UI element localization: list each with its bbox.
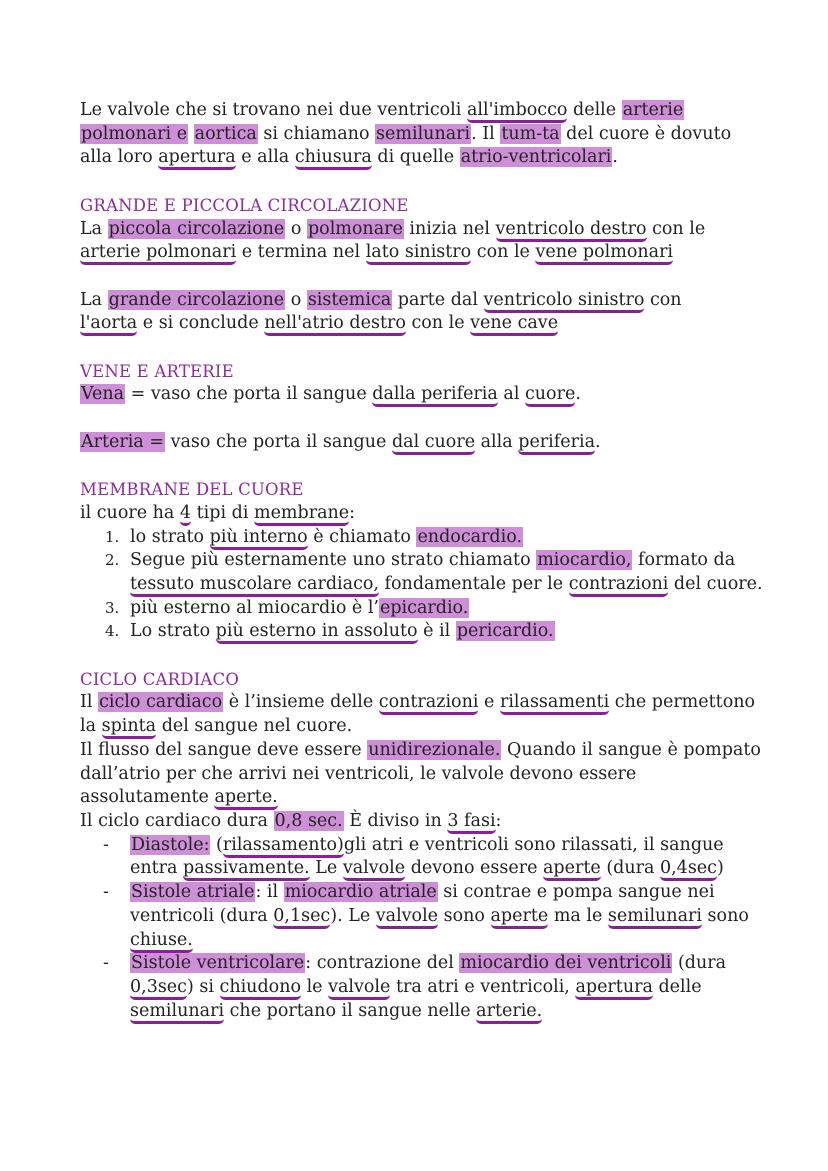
list-item: - Sistole atriale: il miocardio atriale si contrae e pompa sangue nei ventricoli (dura 0,1sec). Le valvole sono aperte ma le semilunari sono chiuse. bbox=[130, 881, 770, 952]
highlight: piccola circolazione bbox=[108, 218, 285, 239]
list-item: - Sistole ventricolare: contrazione del miocardio dei ventricoli (dura 0,3sec) si chiudono le valvole tra atri e ventricoli, apertura delle semilunari che portano il sangue nelle arterie. bbox=[130, 952, 770, 1023]
underline: chiudono bbox=[220, 977, 301, 1000]
ciclo-paragraph-2: Il flusso del sangue deve essere unidirezionale. Quando il sangue è pompato dall’atrio per che arrivi nei ventricoli, le valvole devono essere assolutamente aperte. bbox=[80, 739, 770, 810]
highlight: sistemica bbox=[307, 289, 392, 310]
underline: l'aorta bbox=[80, 313, 137, 336]
fasi-list bbox=[80, 834, 770, 1024]
underline: vene cave bbox=[470, 313, 558, 336]
underline: ventricolo destro bbox=[496, 219, 647, 242]
membrane-intro: il cuore ha 4 tipi di membrane: bbox=[80, 502, 770, 526]
underline: arterie polmonari bbox=[80, 242, 236, 265]
list-item: lo strato più interno è chiamato endocardio. bbox=[130, 526, 770, 550]
list-item: Lo strato più esterno in assoluto è il pericardio. bbox=[130, 620, 770, 644]
highlight: aortica bbox=[194, 123, 257, 144]
highlight: endocardio. bbox=[417, 526, 523, 547]
underline: 0,4sec bbox=[660, 858, 717, 881]
underline: valvole bbox=[376, 906, 438, 929]
underline: valvole bbox=[328, 977, 390, 1000]
highlight: grande circolazione bbox=[108, 289, 285, 310]
list-item: più esterno al miocardio è l’epicardio. bbox=[130, 597, 469, 618]
underline: semilunari bbox=[608, 906, 702, 929]
section-heading-vene: VENE E ARTERIE bbox=[80, 361, 234, 381]
highlight: 0,8 sec. bbox=[274, 811, 343, 831]
ciclo-paragraph-1: Il ciclo cardiaco è l’insieme delle contrazioni e rilassamenti che permettono la spinta del sangue nel cuore. bbox=[80, 691, 770, 738]
underline: all'imbocco bbox=[467, 100, 568, 123]
underline: aperte bbox=[491, 906, 549, 929]
underline: 3 fasi bbox=[447, 811, 495, 834]
valvole-paragraph bbox=[80, 99, 770, 170]
highlight: Arteria = bbox=[81, 431, 165, 452]
section-heading-membrane: MEMBRANE DEL CUORE bbox=[80, 480, 304, 500]
highlight: Vena bbox=[81, 384, 125, 405]
underline: valvole bbox=[343, 858, 405, 881]
highlight: miocardio atriale bbox=[284, 882, 437, 903]
highlight: polmonare bbox=[307, 218, 403, 239]
highlight: miocardio dei ventricoli bbox=[460, 953, 672, 974]
underline: dalla periferia bbox=[372, 384, 498, 407]
notes-body bbox=[80, 99, 770, 1023]
underline: 0,1sec bbox=[273, 906, 330, 929]
underline: chiusura bbox=[295, 147, 372, 170]
highlight: semilunari bbox=[376, 123, 471, 144]
highlight: Sistole atriale bbox=[131, 882, 255, 903]
underline: lato sinistro bbox=[366, 242, 472, 265]
underline: periferia bbox=[518, 432, 595, 455]
underline: dal cuore bbox=[392, 432, 475, 455]
ciclo-paragraph-3: Il ciclo cardiaco dura 0,8 sec. È diviso in 3 fasi: bbox=[80, 810, 770, 834]
vena-definition: Vena = vaso che porta il sangue dalla periferia al cuore. bbox=[80, 383, 770, 407]
highlight: arterie bbox=[622, 100, 684, 120]
underline: contrazioni bbox=[379, 692, 479, 715]
underline: aperte. bbox=[214, 787, 277, 810]
highlight: pericardio. bbox=[456, 621, 554, 642]
underline: passivamente. bbox=[183, 858, 310, 881]
highlight: Sistole ventricolare bbox=[131, 953, 305, 974]
underline: chiuse. bbox=[130, 930, 193, 953]
underline: 4 bbox=[180, 503, 191, 526]
section-heading-circolazione: GRANDE E PICCOLA CIRCOLAZIONE bbox=[80, 195, 409, 215]
underline: contrazioni bbox=[569, 574, 669, 597]
highlight: atrio-ventricolari bbox=[460, 147, 612, 168]
underline: rilassamenti bbox=[500, 692, 609, 715]
highlight: tum-ta bbox=[501, 123, 560, 144]
list-item: - Diastole: (rilassamento)gli atri e ventricoli sono rilassati, il sangue entra passivamente. Le valvole devono essere aperte (dura 0,4sec) bbox=[130, 834, 770, 881]
grande-circolazione-paragraph: La grande circolazione o sistemica parte dal ventricolo sinistro con l'aorta e si conclude nell'atrio destro con le vene cave bbox=[80, 289, 770, 336]
underline: 0,3sec bbox=[130, 977, 187, 1000]
underline: membrane bbox=[254, 503, 349, 526]
highlight: Diastole: bbox=[131, 834, 210, 855]
underline: rilassamento) bbox=[223, 835, 344, 858]
underline: arterie. bbox=[476, 1001, 542, 1024]
highlight: miocardio, bbox=[537, 550, 632, 571]
valvole-line-1: Le valvole che si trovano nei due ventricoli all'imbocco delle arterie bbox=[80, 99, 770, 123]
underline: apertura bbox=[575, 977, 652, 1000]
valvole-line-3: alla loro apertura e alla chiusura di quelle atrio-ventricolari. bbox=[80, 146, 770, 170]
highlight: polmonari e bbox=[81, 123, 188, 144]
underline: nell'atrio destro bbox=[264, 313, 406, 336]
underline: apertura bbox=[158, 147, 235, 170]
highlight: unidirezionale. bbox=[368, 739, 501, 760]
arteria-definition: Arteria = vaso che porta il sangue dal cuore alla periferia. bbox=[80, 431, 770, 455]
underline: più esterno in assoluto bbox=[216, 621, 418, 644]
underline: ventricolo sinistro bbox=[484, 290, 645, 313]
underline: tessuto muscolare cardiaco, bbox=[130, 574, 379, 597]
valvole-line-2: polmonari e aortica si chiamano semilunari. Il tum-ta del cuore è dovuto bbox=[81, 123, 732, 144]
underline: cuore bbox=[525, 384, 575, 407]
piccola-circolazione-paragraph: La piccola circolazione o polmonare inizia nel ventricolo destro con le arterie polmonari e termina nel lato sinistro con le vene polmonari bbox=[80, 218, 770, 265]
highlight: epicardio. bbox=[380, 597, 469, 618]
underline: semilunari bbox=[130, 1001, 224, 1024]
section-heading-ciclo: CICLO CARDIACO bbox=[80, 669, 240, 689]
underline: spinta bbox=[102, 716, 157, 739]
highlight: ciclo cardiaco bbox=[99, 692, 223, 713]
underline: vene polmonari bbox=[535, 242, 673, 265]
membrane-list bbox=[80, 526, 770, 645]
list-item: Segue più esternamente uno strato chiamato miocardio, formato da tessuto muscolare cardiaco, fondamentale per le contrazioni del cuore. bbox=[130, 549, 770, 596]
underline: più interno bbox=[210, 527, 308, 550]
underline: aperte bbox=[543, 858, 601, 881]
